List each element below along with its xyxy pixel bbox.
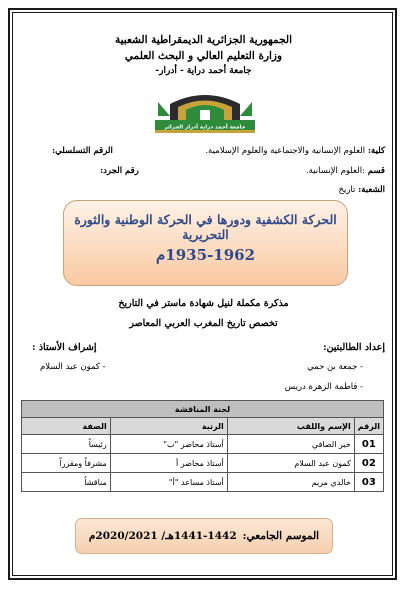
academic-year-box	[75, 518, 333, 554]
thesis-title: الحركة الكشفية ودورها في الحركة الوطنية والثورة التحريرية	[74, 212, 337, 242]
branch-label: الشعبة:	[358, 185, 385, 195]
prepared-by-label: إعداد الطالبتين:	[323, 342, 385, 353]
logo-text: جامعة أحمد دراية أدرار الجزائر	[164, 124, 246, 131]
inventory-number	[100, 166, 139, 176]
member-name: خير الصافي	[227, 435, 354, 454]
academic-year-value: 1441-1442هـ/ 2020/2021م	[88, 530, 237, 542]
table-row	[22, 435, 384, 454]
header-rank: الرتبة	[110, 418, 227, 435]
branch-line	[338, 185, 385, 195]
member-rank: أستاذ محاضر أ	[110, 454, 227, 473]
ministry-header: وزارة التعليم العالي و البحث العلمي	[124, 50, 283, 62]
member-name: خالدي مريم	[227, 473, 354, 492]
inventory-label: رقم الجرد:	[100, 166, 139, 176]
republic-header: الجمهورية الجزائرية الديمقراطية الشعبية	[114, 34, 292, 46]
table-row	[22, 454, 384, 473]
member-role: رئيساً	[22, 435, 111, 454]
committee-header-row	[22, 418, 384, 435]
degree-description: مذكرة مكملة لنيل شهادة ماستر في التاريخ	[118, 298, 289, 309]
faculty-label: كلية:	[367, 146, 385, 156]
student-name-2: - فاطمة الزهرة دريس	[284, 382, 363, 392]
supervisor-label: إشراف الأستاذ :	[32, 342, 97, 353]
student-name-1: - جمعة بن حمي	[307, 362, 363, 372]
university-logo	[150, 82, 260, 137]
committee-caption: لجنة المناقشة	[22, 401, 384, 418]
member-role: مشرفاً ومقرراً	[22, 454, 111, 473]
supervisor-name: - كمون عبد السلام	[40, 362, 106, 372]
university-header: جامعة أحمد دراية - أدرار-	[155, 66, 252, 76]
specialty-description: تخصص تاريخ المغرب العربي المعاصر	[129, 318, 278, 329]
row-number: 02	[354, 454, 383, 473]
row-number: 03	[354, 473, 383, 492]
member-name: كمون عبد السلام	[227, 454, 354, 473]
header-name: الإسم واللقب	[227, 418, 354, 435]
committee-table	[21, 400, 384, 492]
member-rank: أستاذ مساعد "أ"	[110, 473, 227, 492]
department-value: :العلوم الإنسانية.	[305, 166, 365, 176]
member-rank: أستاذ محاضر "ب"	[110, 435, 227, 454]
header-role: الصفة	[22, 418, 111, 435]
department-label: قسم	[367, 166, 385, 176]
member-role: مناقشاً	[22, 473, 111, 492]
serial-number	[52, 146, 113, 156]
branch-value: تاريخ	[338, 185, 356, 195]
faculty-value: العلوم الإنسانية والاجتماعية والعلوم الإسلامية.	[205, 146, 366, 156]
academic-year-label: الموسم الجامعي:	[242, 530, 320, 542]
department-line	[306, 166, 385, 176]
faculty-line	[205, 146, 385, 156]
row-number: 01	[354, 435, 383, 454]
serial-label: الرقم التسلسلي:	[52, 146, 113, 156]
thesis-title-years: 1935-1962م	[155, 246, 256, 264]
table-row	[22, 473, 384, 492]
header-number: الرقم	[354, 418, 383, 435]
